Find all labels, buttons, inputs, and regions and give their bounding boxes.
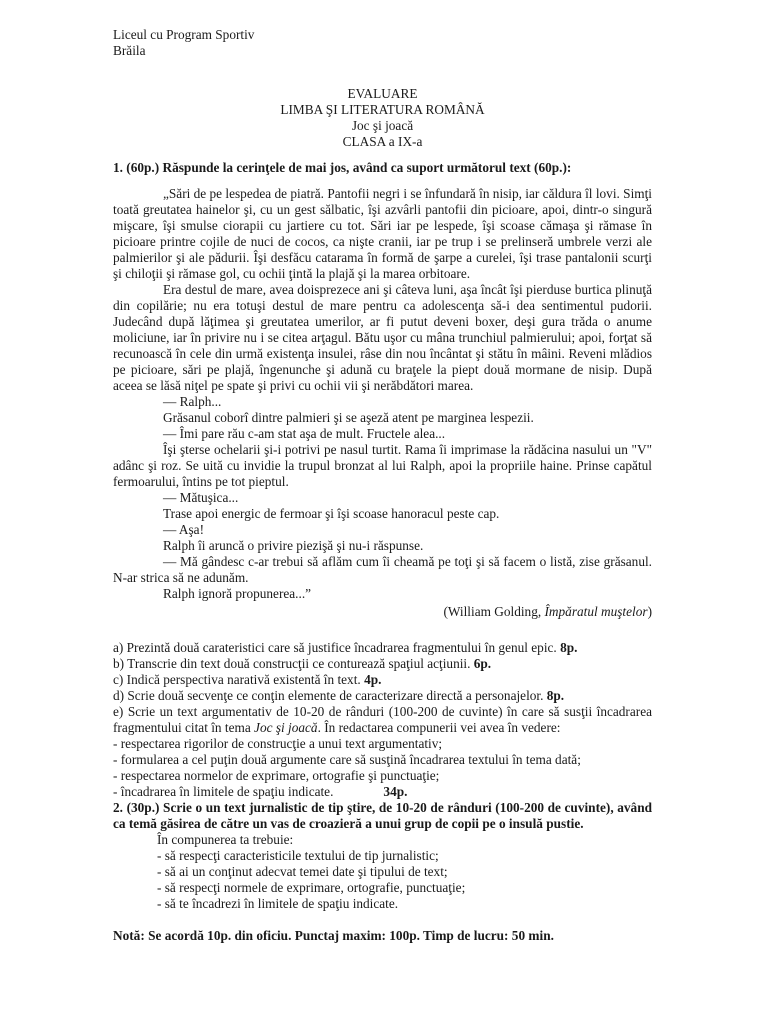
- requirement-item: - să te încadrezi în limitele de spaţiu indicate.: [157, 896, 399, 911]
- excerpt-dialog-line: Ralph ignoră propunerea...”: [163, 586, 312, 601]
- theme-title: Joc şi joacă: [351, 118, 414, 133]
- school-name: Liceul cu Program Sportiv: [113, 27, 255, 42]
- question-1-tasks: [113, 640, 652, 800]
- task-e-score: 34p.: [383, 784, 408, 799]
- work-title: Împăratul muştelor: [544, 604, 648, 619]
- excerpt-dialog-line: — Mătuşica...: [163, 490, 239, 505]
- task-e-theme: Joc şi joacă: [254, 720, 318, 735]
- requirement-item: - formularea a cel puţin două argumente care să susţină încadrarea textului în tema dată;: [113, 752, 581, 767]
- excerpt-source: [113, 604, 652, 620]
- excerpt-dialog-line: — Ralph...: [163, 394, 222, 409]
- excerpt-paragraph: Îşi şterse ochelarii şi-i potrivi pe nasul turtit. Rama îi imprimase la rădăcina nasului un "V" adânc şi roz. Se uită cu invidie la trupul bronzat al lui Ralph, apoi la propriile haine. Prinse capătul fermoarului, întins pe tot pieptul.: [113, 442, 652, 489]
- excerpt-dialog-line: Trase apoi energic de fermoar şi îşi scoase hanoracul peste cap.: [163, 506, 500, 521]
- excerpt-dialog-line: — Aşa!: [163, 522, 204, 537]
- requirement-item: - respectarea rigorilor de construcţie a unui text argumentativ;: [113, 736, 443, 751]
- excerpt-dialog-line: — Îmi pare rău c-am stat aşa de mult. Fructele alea...: [163, 426, 446, 441]
- question-2-requirements: [157, 832, 652, 912]
- excerpt-paragraph: — Mă gândesc c-ar trebui să aflăm cum îi cheamă pe toţi şi să facem o listă, zise grăsanul. N-ar strica să ne adunăm.: [113, 554, 652, 585]
- task-e: [113, 704, 652, 736]
- task-e-text: e) Scrie un text argumentativ de 10-20 de rânduri (100-200 de cuvinte) în care să susţii încadrarea fragmentului citat în tema: [113, 704, 652, 735]
- task-d-score: 8p.: [546, 688, 565, 703]
- task-c: [113, 672, 652, 688]
- task-a-text: a) Prezintă două carateristici care să justifice încadrarea fragmentului în genul epic.: [113, 640, 561, 655]
- task-a: [113, 640, 652, 656]
- task-b-text: b) Transcrie din text două construcţii ce conturează spaţiul acţiunii.: [113, 656, 474, 671]
- class-title: CLASA a IX-a: [342, 134, 423, 149]
- requirement-item: - să respecţi caracteristicile textului de tip jurnalistic;: [157, 848, 439, 863]
- subject-title: LIMBA ŞI LITERATURA ROMÂNĂ: [280, 102, 485, 117]
- requirement-item: - respectarea normelor de exprimare, ortografie şi punctuaţie;: [113, 768, 440, 783]
- task-c-text: c) Indică perspectiva narativă existentă în text.: [113, 672, 365, 687]
- task-d: [113, 688, 652, 704]
- author-suffix: ): [647, 604, 652, 619]
- excerpt-paragraph: Era destul de mare, avea doisprezece ani şi câteva luni, aşa încât îşi pierduse burtica plinuţă din copilărie; nu era totuşi destul de mare pentru ca adolescenţa să-i dea sentimentul pudorii. Judecând după lăţimea şi greutatea umerilor, ar fi putut deveni boxer, deşi gura trăda o anume moliciune, iar în privire nu i se citea arţagul. Bătu uşor cu mâna trunchiul palmierului; apoi, forţat să recunoască în cele din urmă existenţa insulei, râse din nou încântat şi stătu în mâini. Reveni mlădios pe picioare, sări pe plajă, îngenunche şi adună cu braţele la piept două mormane de nisip. După aceea se lăsă niţel pe spate şi privi cu ochii vii şi nerăbdători marea.: [113, 282, 652, 393]
- exam-heading: [113, 86, 652, 150]
- task-c-score: 4p.: [364, 672, 382, 687]
- requirement-item: - să respecţi normele de exprimare, ortografie, punctuaţie;: [157, 880, 466, 895]
- excerpt-dialog-line: Ralph îi aruncă o privire piezişă şi nu-i răspunse.: [163, 538, 424, 553]
- requirement-item-text: - încadrarea în limitele de spaţiu indicate.: [113, 784, 334, 799]
- task-b: [113, 656, 652, 672]
- question-2-title: 2. (30p.) Scrie o un text jurnalistic de tip ştire, de 10-20 de rânduri (100-200 de cuvinte), având ca temă găsirea de către un vas de croazieră a unui grup de copii pe o insulă pustie.: [113, 800, 652, 831]
- literary-excerpt: [113, 186, 652, 620]
- author-prefix: (William Golding,: [443, 604, 545, 619]
- requirement-item: - să ai un conţinut adecvat temei date şi tipului de text;: [157, 864, 448, 879]
- task-e-requirements: [113, 736, 652, 800]
- task-d-text: d) Scrie două secvenţe ce conţin elemente de caracterizare directă a personajelor.: [113, 688, 547, 703]
- task-a-score: 8p.: [560, 640, 578, 655]
- excerpt-dialog-line: Grăsanul coborî dintre palmieri şi se aşeză atent pe marginea lespezii.: [163, 410, 534, 425]
- excerpt-paragraph: „Sări de pe lespedea de piatră. Pantofii negri i se înfundară în nisip, iar căldura îl lovi. Simţi toată greutatea hainelor şi, cu un gest sălbatic, îşi azvârli pantofii din picioare, apoi, dintr-o singură mişcare, îşi smulse ciorapii cu jartiere cu tot. Sări iar pe lespede, îşi scoase cămaşa şi rămase în picioare printre cojile de nuci de cocos, ca nişte cranii, iar pe trup i se prelinseră umbrele verzi ale palmierilor şi ale pădurii. Îşi desfăcu catarama în formă de şarpe a curelei, îşi trase pantalonii scurţi şi chiloţii şi rămase gol, cu ochii ţintă la plajă şi la marea orbitoare.: [113, 186, 652, 281]
- question-2-intro: În compunerea ta trebuie:: [157, 832, 294, 847]
- exam-title: EVALUARE: [347, 86, 418, 101]
- school-header: [113, 27, 652, 59]
- school-city: Brăila: [113, 43, 146, 58]
- task-b-score: 6p.: [473, 656, 492, 671]
- task-e-text-end: . În redactarea compunerii vei avea în vedere:: [317, 720, 561, 735]
- question-1-title: 1. (60p.) Răspunde la cerinţele de mai jos, având ca suport următorul text (60p.):: [113, 160, 572, 175]
- grading-note: Notă: Se acordă 10p. din oficiu. Punctaj maxim: 100p. Timp de lucru: 50 min.: [113, 928, 554, 943]
- requirement-item: [113, 784, 652, 800]
